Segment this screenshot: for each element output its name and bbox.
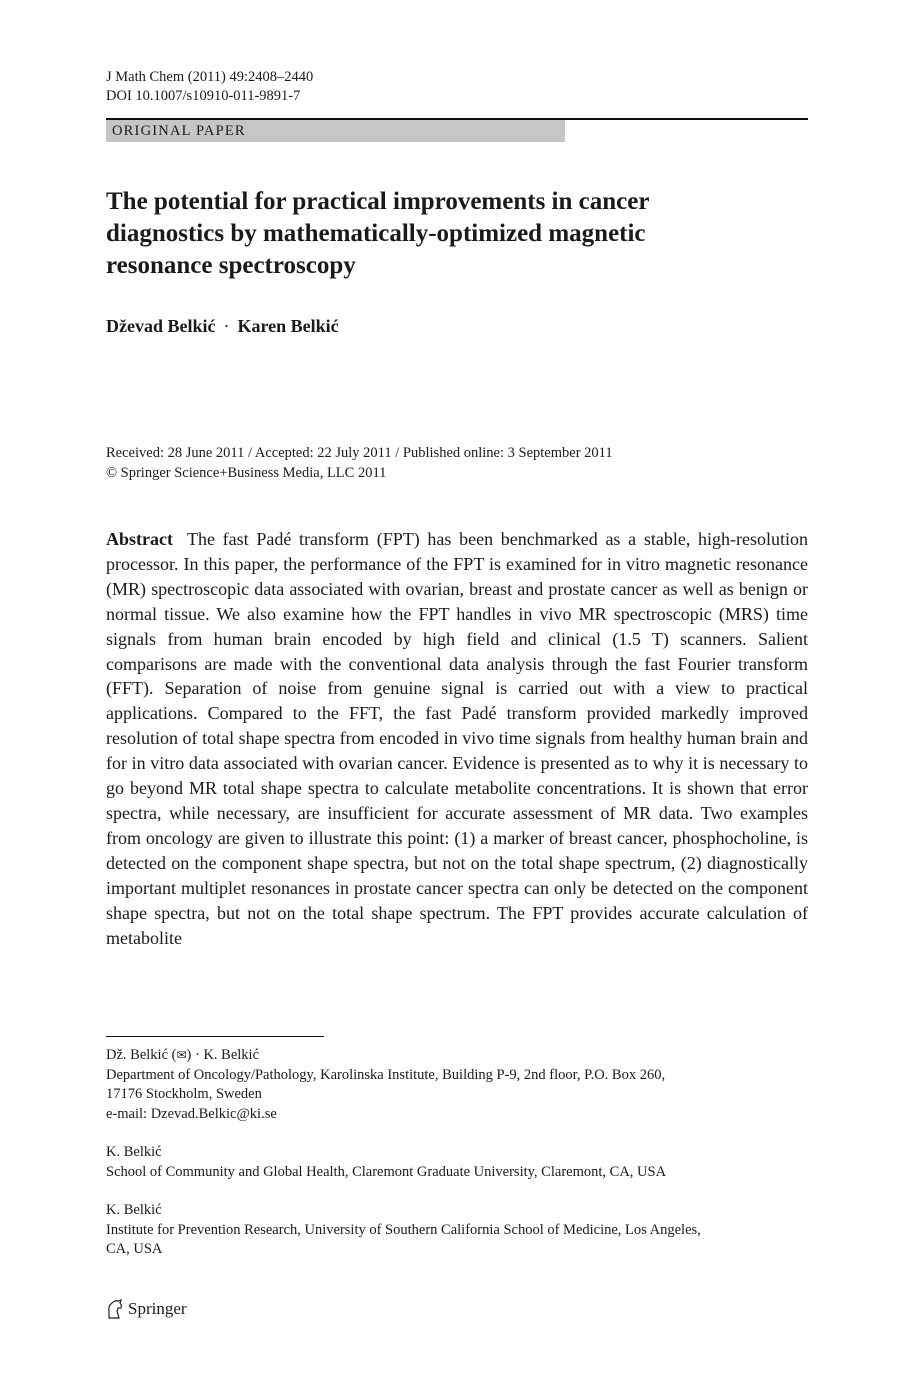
author-list [106, 316, 339, 337]
affiliation-block [106, 1046, 808, 1124]
affiliation-block [106, 1143, 808, 1182]
abstract [106, 527, 808, 950]
doi: DOI 10.1007/s10910-011-9891-7 [106, 88, 301, 104]
co-author: ) · K. Belkić [186, 1047, 260, 1063]
journal-header [106, 68, 313, 106]
publication-dates [106, 443, 613, 483]
article-type: ORIGINAL PAPER [106, 120, 565, 142]
affiliation-line: 17176 Stockholm, Sweden [106, 1086, 262, 1102]
paper-title: The potential for practical improvements in cancer diagnostics by mathematically-optimized magnetic resonance spectroscopy [106, 188, 649, 279]
affiliation-line: Department of Oncology/Pathology, Karolinska Institute, Building P-9, 2nd floor, P.O. Box 260, [106, 1066, 666, 1083]
affiliation-author: K. Belkić [106, 1144, 162, 1160]
date-history: Received: 28 June 2011 / Accepted: 22 July 2011 / Published online: 3 September 2011 [106, 445, 613, 461]
abstract-label: Abstract [106, 529, 173, 549]
affiliation-block [106, 1201, 808, 1260]
correspondence-line [106, 1046, 808, 1066]
footnote-rule [106, 1036, 324, 1037]
abstract-text: The fast Padé transform (FPT) has been benchmarked as a stable, high-resolution processor. In this paper, the performance of the FPT is examined for in vitro magnetic resonance (MR) spectroscopic data associated with ovarian, breast and prostate cancer as well as benign or normal tissue. We also examine how the FPT handles in vivo MR spectroscopic (MRS) time signals from human brain encoded by high field and clinical (1.5 T) scanners. Salient comparisons are made with the conventional data analysis through the fast Fourier transform (FFT). Separation of noise from genuine signal is carried out with a view to practical applications. Compared to the FFT, the fast Padé transform provided markedly improved resolution of total shape spectra from encoded in vivo time signals from healthy human brain and for in vitro data associated with ovarian cancer. Evidence is presented as to why it is necessary to go beyond MR total shape spectra to calculate metabolite concentrations. It is shown that error spectra, while necessary, are insufficient for accurate assessment of MR data. Two examples from oncology are given to illustrate this point: (1) a marker of breast cancer, phosphocholine, is detected on the component shape spectra, but not on the total shape spectrum, (2) diagnostically important multiplet resonances in prostate cancer spectra can only be detected on the component shape spectra, but not on the total shape spectrum. The FPT provides accurate calculation of metabolite [106, 529, 808, 948]
correspondence-author: Dž. Belkić ( [106, 1047, 177, 1063]
email-line: e-mail: Dzevad.Belkic@ki.se [106, 1105, 277, 1122]
copyright: © Springer Science+Business Media, LLC 2011 [106, 465, 387, 481]
footnotes [106, 1046, 808, 1279]
affiliation-author: K. Belkić [106, 1202, 162, 1218]
publisher-name: Springer [128, 1299, 187, 1318]
author-name: Karen Belkić [237, 316, 339, 336]
affiliation-line: Institute for Prevention Research, University of Southern California School of Medicine, Los Angeles, [106, 1221, 701, 1238]
affiliation-line: School of Community and Global Health, Claremont Graduate University, Claremont, CA, USA [106, 1163, 667, 1180]
journal-citation: J Math Chem (2011) 49:2408–2440 [106, 69, 314, 85]
springer-horse-icon [106, 1299, 124, 1319]
author-name: Dževad Belkić [106, 316, 216, 336]
affiliation-line: CA, USA [106, 1241, 163, 1257]
author-separator: · [223, 316, 230, 336]
envelope-icon: ✉ [176, 1048, 187, 1062]
publisher-logo [106, 1299, 187, 1319]
